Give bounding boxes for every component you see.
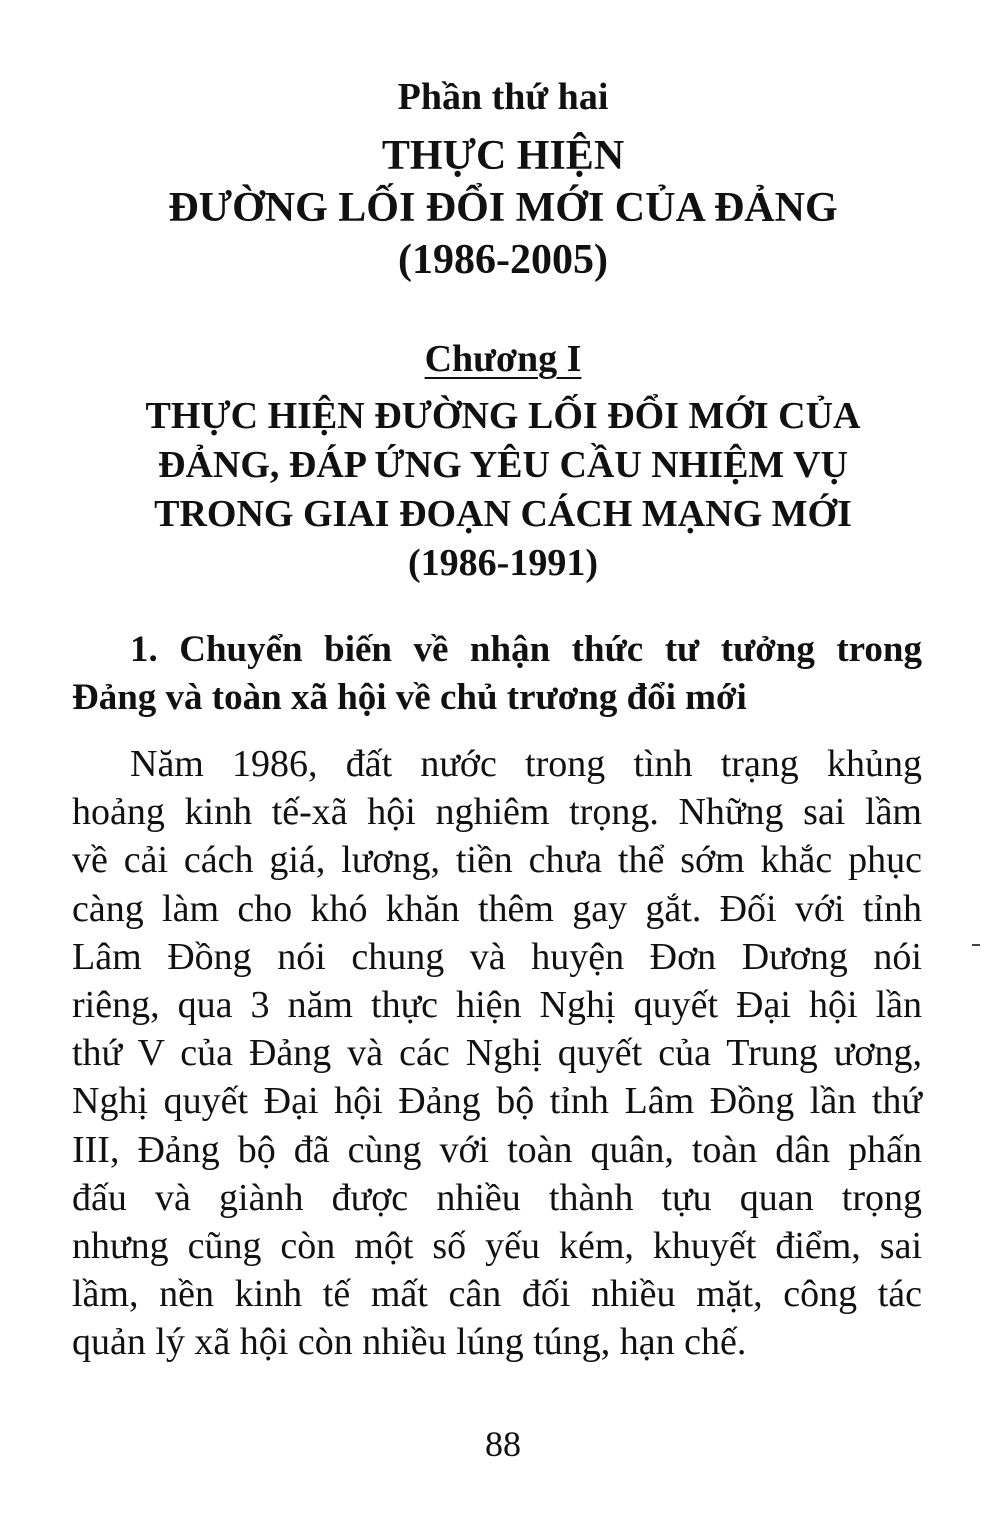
part-title-line: ĐƯỜNG LỐI ĐỔI MỚI CỦA ĐẢNG <box>168 185 838 231</box>
body-line: III, Đảng bộ đã cùng với toàn quân, toàn dân phấn <box>72 1128 922 1171</box>
chapter-title-line: ĐẢNG, ĐÁP ỨNG YÊU CẦU NHIỆM VỤ <box>158 444 848 486</box>
body-line: quản lý xã hội còn nhiều lúng túng, hạn chế. <box>72 1321 747 1364</box>
chapter-label <box>0 334 1006 384</box>
chapter-title-line: THỰC HIỆN ĐƯỜNG LỐI ĐỔI MỚI CỦA <box>145 395 861 437</box>
chapter-title-line: TRONG GIAI ĐOẠN CÁCH MẠNG MỚI <box>154 493 852 535</box>
body-line: lầm, nền kinh tế mất cân đối nhiều mặt, công tác <box>72 1273 922 1316</box>
chapter-label-text: Chương I <box>424 338 582 380</box>
chapter-title-line: (1986-1991) <box>408 542 598 584</box>
body-line: càng làm cho khó khăn thêm gay gắt. Đối với tỉnh <box>72 887 922 930</box>
part-title-line: THỰC HIỆN <box>381 133 625 179</box>
body-line: hoảng kinh tế-xã hội nghiêm trọng. Những sai lầm <box>72 791 922 834</box>
body-line: nhưng cũng còn một số yếu kém, khuyết điểm, sai <box>72 1225 922 1268</box>
section-heading-line: Đảng và toàn xã hội về chủ trương đổi mới <box>72 677 747 718</box>
part-label: Phần thứ hai <box>397 76 609 118</box>
page-number: 88 <box>485 1424 521 1464</box>
body-line: thứ V của Đảng và các Nghị quyết của Trung ương, <box>72 1032 922 1075</box>
body-line: riêng, qua 3 năm thực hiện Nghị quyết Đại hội lần <box>72 984 922 1027</box>
body-line: đấu và giành được nhiều thành tựu quan trọng <box>72 1176 922 1219</box>
part-title <box>0 130 1006 286</box>
section-heading-line: 1. Chuyển biến về nhận thức tư tưởng trong <box>130 629 922 670</box>
section-heading <box>72 626 922 722</box>
body-line: về cải cách giá, lương, tiền chưa thể sớm khắc phục <box>72 839 922 882</box>
body-paragraph <box>72 740 922 1367</box>
scan-speck <box>972 944 980 946</box>
body-line: Năm 1986, đất nước trong tình trạng khủng <box>130 743 922 785</box>
part-title-line: (1986-2005) <box>398 237 608 283</box>
chapter-title <box>0 392 1006 588</box>
body-line: Nghị quyết Đại hội Đảng bộ tỉnh Lâm Đồng lần thứ <box>72 1080 922 1123</box>
body-line: Lâm Đồng nói chung và huyện Đơn Dương nói <box>72 935 922 978</box>
